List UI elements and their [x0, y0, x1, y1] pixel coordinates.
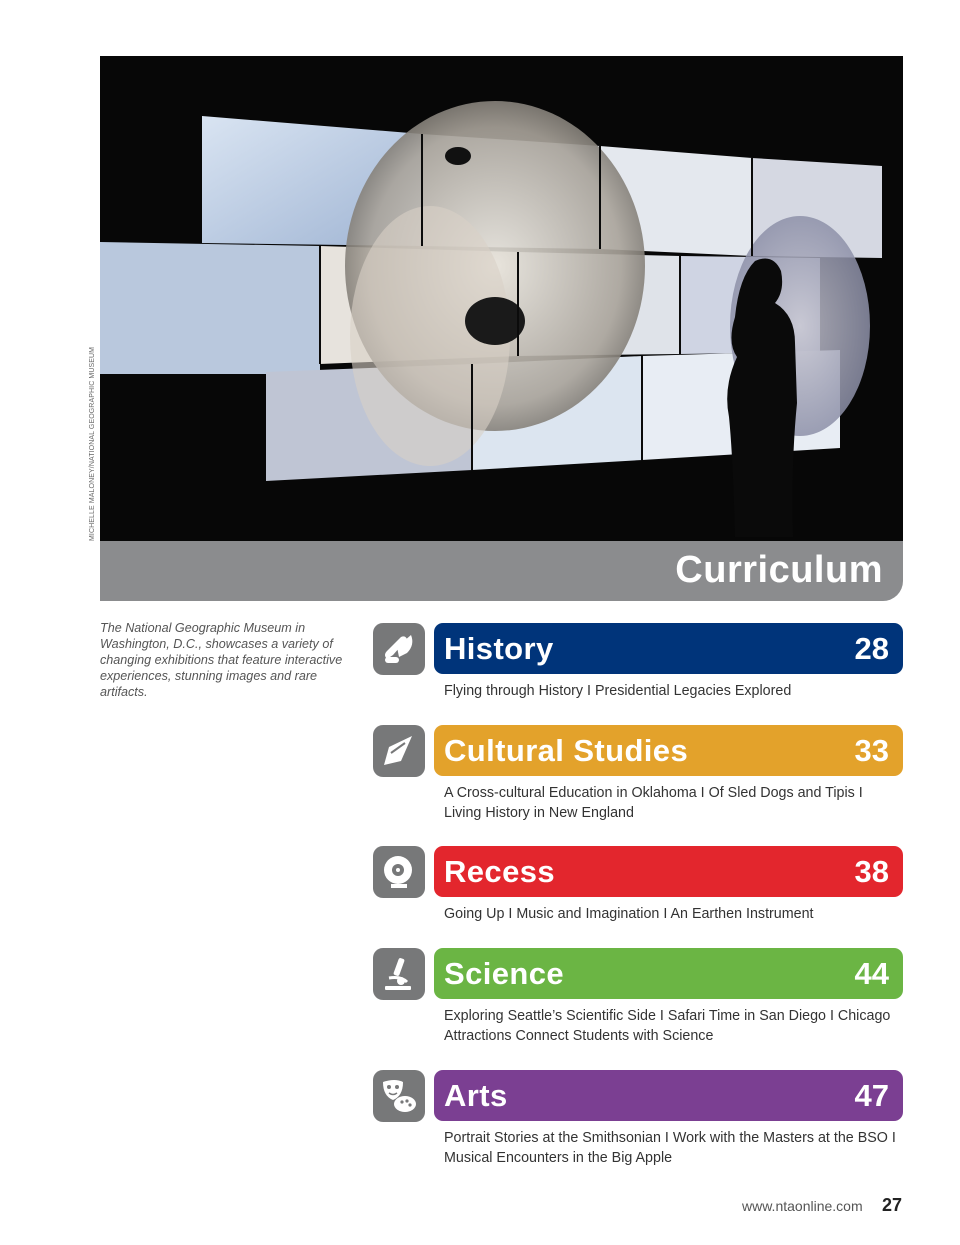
- hero-photo: [100, 56, 903, 542]
- history-bar[interactable]: [434, 623, 903, 674]
- section-page: 28: [854, 631, 889, 666]
- section-title: Science: [444, 956, 564, 991]
- page-number: 27: [882, 1195, 903, 1215]
- section-title: Recess: [444, 854, 555, 889]
- photo-credit: MICHELLE MALONEY/NATIONAL GEOGRAPHIC MUSEUM: [89, 346, 96, 541]
- scroll-quill-icon: [373, 623, 425, 675]
- section-description: Going Up I Music and Imagination I An Earthen Instrument: [444, 906, 814, 922]
- section-page: 47: [854, 1078, 889, 1113]
- section-page: 44: [854, 956, 889, 991]
- section-description: Portrait Stories at the Smithsonian I Work with the Masters at the BSO I Musical Encounters in the Big Apple: [444, 1130, 896, 1166]
- section-title: History: [444, 631, 554, 666]
- section-description: A Cross-cultural Education in Oklahoma I Of Sled Dogs and Tipis I Living History in New England: [444, 785, 863, 821]
- recess-bar[interactable]: [434, 846, 903, 897]
- cultural-studies-bar[interactable]: [434, 725, 903, 776]
- section-banner: [100, 541, 903, 601]
- microscope-icon: [373, 948, 425, 1000]
- section-description: Flying through History I Presidential Legacies Explored: [444, 683, 792, 699]
- photo-caption: The National Geographic Museum in Washington, D.C., showcases a variety of changing exhibitions that feature interactive experiences, stunning images and rare artifacts.: [100, 621, 343, 699]
- section-page: 38: [854, 854, 889, 889]
- section-title: Cultural Studies: [444, 733, 689, 768]
- footer-url[interactable]: www.ntaonline.com: [742, 1198, 863, 1214]
- school-bell-icon: [373, 846, 425, 898]
- science-bar[interactable]: [434, 948, 903, 999]
- polar-bear-video-wall-image: [100, 56, 903, 542]
- arrowhead-icon: [373, 725, 425, 777]
- section-title: Arts: [444, 1078, 508, 1113]
- section-description: Exploring Seattle’s Scientific Side I Safari Time in San Diego I Chicago Attractions Connect Students with Science: [444, 1008, 891, 1044]
- section-page: 33: [854, 733, 889, 768]
- arts-bar[interactable]: [434, 1070, 903, 1121]
- theater-masks-palette-icon: [373, 1070, 425, 1122]
- banner-title: Curriculum: [675, 549, 883, 591]
